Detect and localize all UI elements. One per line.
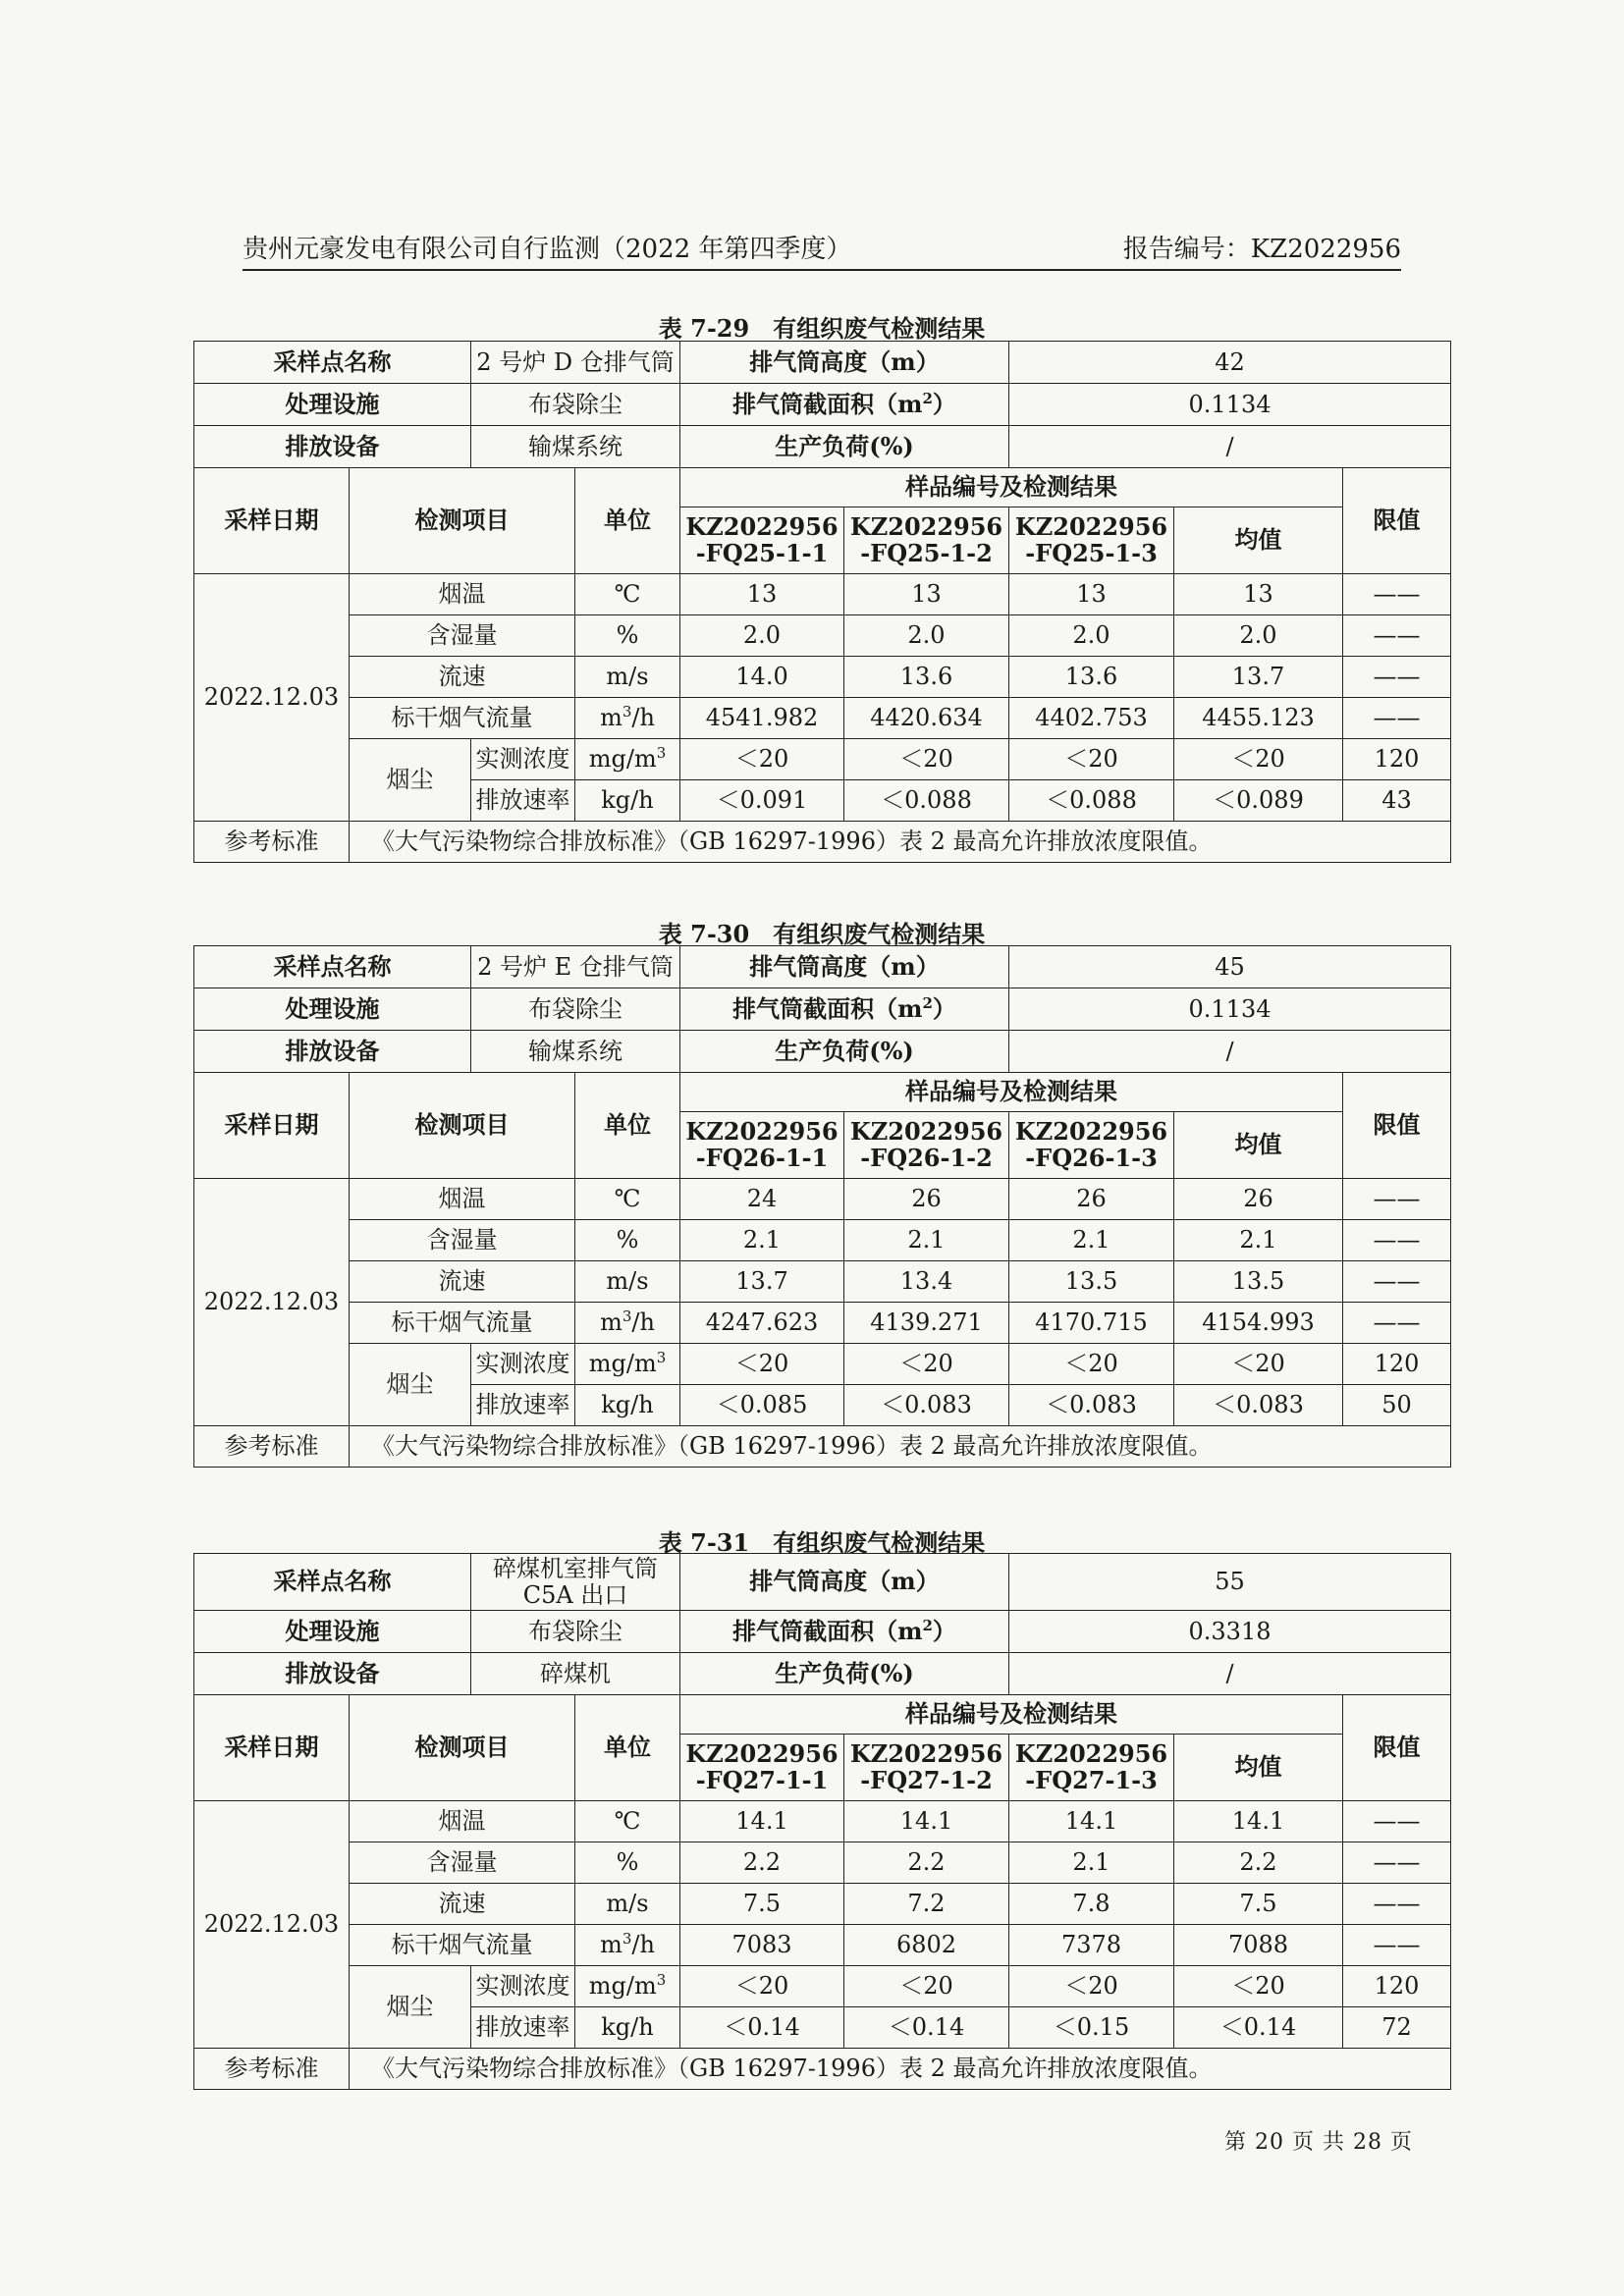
result-value: 2.2 (680, 1842, 844, 1884)
header-limit: 限值 (1343, 1073, 1451, 1179)
sample-id-header (680, 1112, 844, 1179)
result-value: 13.6 (1009, 657, 1174, 698)
unit-cell: % (575, 1220, 680, 1261)
label-discharge-equipment: 排放设备 (194, 1031, 471, 1073)
result-value: 14.1 (844, 1801, 1009, 1842)
unit-tail: /h (631, 1931, 655, 1959)
treatment-value: 布袋除尘 (471, 1611, 680, 1653)
stack-area-label-text: 排气筒截面积（m (732, 1616, 923, 1645)
item-name: 实测浓度 (471, 1344, 575, 1385)
label-treatment: 处理设施 (194, 988, 471, 1031)
unit-cell: ℃ (575, 574, 680, 615)
limit-value: —— (1343, 1925, 1451, 1966)
load-value: / (1009, 1653, 1451, 1695)
result-value: 24 (680, 1179, 844, 1220)
page-header (243, 228, 1401, 271)
unit-sup: 3 (656, 744, 667, 763)
header-date: 采样日期 (194, 1073, 350, 1179)
result-value: 14.1 (1009, 1801, 1174, 1842)
limit-value: 120 (1343, 1344, 1451, 1385)
result-value: 13 (680, 574, 844, 615)
result-value: 13.7 (680, 1261, 844, 1303)
label-treatment: 处理设施 (194, 1611, 471, 1653)
result-value: 13.6 (844, 657, 1009, 698)
limit-value: 50 (1343, 1385, 1451, 1426)
table-row (194, 1801, 1451, 1842)
unit-cell: kg/h (575, 780, 680, 822)
mean-value: 4154.993 (1174, 1303, 1343, 1344)
mean-value: ＜0.14 (1174, 2007, 1343, 2049)
label-sampling-point: 采样点名称 (194, 1554, 471, 1611)
sample-id-line1: KZ2022956 (1014, 1738, 1168, 1768)
sampling-point-value (471, 342, 680, 384)
result-value: 4541.982 (680, 698, 844, 739)
sample-id-line1: KZ2022956 (849, 1738, 1003, 1768)
result-value: ＜20 (680, 1344, 844, 1385)
table-row (194, 1966, 1451, 2007)
unit-base: m (600, 1308, 623, 1337)
result-value: 6802 (844, 1925, 1009, 1966)
label-sampling-point: 采样点名称 (194, 946, 471, 988)
result-value: 13.4 (844, 1261, 1009, 1303)
limit-value: —— (1343, 698, 1451, 739)
unit-base: mg/m (588, 745, 657, 774)
sample-id-line2: -FQ27-1-1 (695, 1765, 829, 1794)
sample-id-line2: -FQ26-1-2 (860, 1143, 993, 1172)
unit-cell (575, 698, 680, 739)
discharge-equipment-value: 输煤系统 (471, 426, 680, 468)
header-limit: 限值 (1343, 1695, 1451, 1801)
table-row (194, 1884, 1451, 1925)
table-row (194, 1220, 1451, 1261)
result-value: ＜0.088 (844, 780, 1009, 822)
sample-id-header (680, 1735, 844, 1801)
dust-group-label: 烟尘 (350, 739, 471, 822)
item-name: 烟温 (350, 1179, 575, 1220)
result-value: ＜0.088 (1009, 780, 1174, 822)
sampling-date: 2022.12.03 (194, 574, 350, 822)
label-discharge-equipment: 排放设备 (194, 1653, 471, 1695)
unit-base: mg/m (588, 1350, 657, 1378)
limit-value: 120 (1343, 1966, 1451, 2007)
result-value: ＜20 (844, 739, 1009, 780)
result-value: 26 (844, 1179, 1009, 1220)
header-item: 检测项目 (350, 468, 575, 574)
unit-cell (575, 1966, 680, 2007)
stack-area-value: 0.1134 (1009, 384, 1451, 426)
unit-cell (575, 739, 680, 780)
table-row (194, 1344, 1451, 1385)
mean-value: 13 (1174, 574, 1343, 615)
result-value: 13 (844, 574, 1009, 615)
unit-sup: 3 (622, 1930, 632, 1949)
sample-id-header (844, 1735, 1009, 1801)
result-value: 4420.634 (844, 698, 1009, 739)
item-name: 含湿量 (350, 1220, 575, 1261)
result-value: 7378 (1009, 1925, 1174, 1966)
mean-value: 7088 (1174, 1925, 1343, 1966)
result-value: 13.5 (1009, 1261, 1174, 1303)
result-value: 14.1 (680, 1801, 844, 1842)
sample-id-header (844, 1112, 1009, 1179)
table-caption: 表 7-30 有组织废气检测结果 (658, 920, 986, 948)
table-row (194, 1303, 1451, 1344)
item-name: 标干烟气流量 (350, 1303, 575, 1344)
limit-value: —— (1343, 1303, 1451, 1344)
result-value: 14.0 (680, 657, 844, 698)
sampling-point-line1: 2 号炉 E 仓排气筒 (477, 952, 674, 981)
header-unit: 单位 (575, 1073, 680, 1179)
table-row (194, 657, 1451, 698)
result-value: ＜20 (844, 1966, 1009, 2007)
sample-id-line1: KZ2022956 (849, 1116, 1003, 1146)
label-discharge-equipment: 排放设备 (194, 426, 471, 468)
sample-id-line2: -FQ26-1-1 (695, 1143, 829, 1172)
result-value: ＜0.14 (680, 2007, 844, 2049)
table-row (194, 1179, 1451, 1220)
item-name: 标干烟气流量 (350, 1925, 575, 1966)
result-value: 2.0 (1009, 615, 1174, 657)
unit-cell (575, 1925, 680, 1966)
load-value: / (1009, 426, 1451, 468)
result-value: ＜20 (680, 1966, 844, 2007)
result-value: 2.1 (1009, 1842, 1174, 1884)
label-stack-area (680, 1611, 1009, 1653)
result-value: ＜20 (1009, 739, 1174, 780)
limit-value: —— (1343, 1220, 1451, 1261)
sample-id-line2: -FQ26-1-3 (1025, 1143, 1158, 1172)
result-value: 4170.715 (1009, 1303, 1174, 1344)
result-value: ＜0.15 (1009, 2007, 1174, 2049)
ref-standard: 《大气污染物综合排放标准》（GB 16297-1996）表 2 最高允许排放浓度限值。 (350, 2049, 1451, 2090)
result-value: 7083 (680, 1925, 844, 1966)
limit-value: 43 (1343, 780, 1451, 822)
ref-label: 参考标准 (194, 822, 350, 863)
table-row (194, 615, 1451, 657)
label-load: 生产负荷(%) (680, 426, 1009, 468)
limit-value: —— (1343, 1884, 1451, 1925)
result-value: ＜0.091 (680, 780, 844, 822)
sampling-date: 2022.12.03 (194, 1801, 350, 2049)
result-value: 4402.753 (1009, 698, 1174, 739)
limit-value: —— (1343, 1261, 1451, 1303)
unit-cell: m/s (575, 657, 680, 698)
result-value: 2.0 (844, 615, 1009, 657)
report-number: 报告编号：KZ2022956 (1122, 235, 1401, 264)
limit-value: —— (1343, 1842, 1451, 1884)
stack-area-value: 0.3318 (1009, 1611, 1451, 1653)
dust-group-label: 烟尘 (350, 1966, 471, 2049)
table-row (194, 1842, 1451, 1884)
report-title: 贵州元豪发电有限公司自行监测（2022 年第四季度） (243, 235, 852, 264)
result-value: 2.1 (1009, 1220, 1174, 1261)
mean-value: 2.0 (1174, 615, 1343, 657)
unit-cell: kg/h (575, 1385, 680, 1426)
sampling-point-line1: 碎煤机室排气筒 (493, 1554, 658, 1582)
label-sampling-point: 采样点名称 (194, 342, 471, 384)
table-row (194, 574, 1451, 615)
mean-value: ＜20 (1174, 1966, 1343, 2007)
limit-value: —— (1343, 615, 1451, 657)
result-value: 2.0 (680, 615, 844, 657)
table-row (194, 739, 1451, 780)
mean-value: 26 (1174, 1179, 1343, 1220)
mean-value: ＜0.083 (1174, 1385, 1343, 1426)
item-name: 含湿量 (350, 1842, 575, 1884)
limit-value: —— (1343, 657, 1451, 698)
sample-id-line2: -FQ25-1-1 (695, 538, 829, 567)
unit-cell: % (575, 1842, 680, 1884)
mean-value: 2.2 (1174, 1842, 1343, 1884)
stack-area-sup: 2 (922, 993, 933, 1012)
unit-cell: ℃ (575, 1801, 680, 1842)
page-number: 第 20 页 共 28 页 (1224, 2130, 1413, 2155)
result-value: ＜20 (1009, 1344, 1174, 1385)
result-value: ＜20 (1009, 1966, 1174, 2007)
stack-area-label-suffix: ） (932, 993, 956, 1023)
sample-id-line1: KZ2022956 (1014, 1116, 1168, 1146)
table-row (194, 1925, 1451, 1966)
load-value: / (1009, 1031, 1451, 1073)
table-caption: 表 7-31 有组织废气检测结果 (658, 1528, 986, 1557)
unit-sup: 3 (656, 1971, 667, 1990)
result-value: 7.2 (844, 1884, 1009, 1925)
sample-id-line2: -FQ27-1-3 (1025, 1765, 1158, 1794)
header-results: 样品编号及检测结果 (680, 468, 1343, 507)
stack-area-label-text: 排气筒截面积（m (732, 389, 923, 418)
unit-tail: /h (631, 704, 655, 732)
result-value: 4247.623 (680, 1303, 844, 1344)
sampling-point-line1: 2 号炉 D 仓排气筒 (476, 347, 675, 376)
item-name: 流速 (350, 657, 575, 698)
ref-label: 参考标准 (194, 1426, 350, 1468)
label-stack-height: 排气筒高度（m） (680, 946, 1009, 988)
sample-id-header (680, 507, 844, 574)
sample-id-line1: KZ2022956 (685, 1116, 839, 1146)
unit-cell (575, 1303, 680, 1344)
table-caption: 表 7-29 有组织废气检测结果 (658, 314, 986, 343)
header-unit: 单位 (575, 468, 680, 574)
exhaust-gas-result-table (193, 341, 1451, 863)
result-value: ＜0.083 (1009, 1385, 1174, 1426)
stack-area-label-suffix: ） (932, 389, 956, 418)
stack-area-label-suffix: ） (932, 1616, 956, 1645)
result-value: 2.1 (680, 1220, 844, 1261)
exhaust-gas-result-table (193, 945, 1451, 1468)
unit-sup: 3 (622, 1308, 632, 1326)
result-value: 7.8 (1009, 1884, 1174, 1925)
result-value: 26 (1009, 1179, 1174, 1220)
mean-value: ＜0.089 (1174, 780, 1343, 822)
header-mean: 均值 (1174, 507, 1343, 574)
item-name: 排放速率 (471, 2007, 575, 2049)
sample-id-header (1009, 1112, 1174, 1179)
mean-value: 13.7 (1174, 657, 1343, 698)
mean-value: 7.5 (1174, 1884, 1343, 1925)
mean-value: 13.5 (1174, 1261, 1343, 1303)
stack-area-label-text: 排气筒截面积（m (732, 993, 923, 1023)
result-value: 2.1 (844, 1220, 1009, 1261)
result-value: 7.5 (680, 1884, 844, 1925)
header-limit: 限值 (1343, 468, 1451, 574)
unit-base: m (600, 704, 623, 732)
unit-cell: kg/h (575, 2007, 680, 2049)
result-value: ＜0.085 (680, 1385, 844, 1426)
header-item: 检测项目 (350, 1695, 575, 1801)
result-value: ＜20 (844, 1344, 1009, 1385)
header-mean: 均值 (1174, 1112, 1343, 1179)
label-load: 生产负荷(%) (680, 1031, 1009, 1073)
limit-value: 120 (1343, 739, 1451, 780)
label-stack-height: 排气筒高度（m） (680, 342, 1009, 384)
stack-area-sup: 2 (922, 1616, 933, 1634)
unit-base: m (600, 1931, 623, 1959)
sample-id-header (844, 507, 1009, 574)
header-results: 样品编号及检测结果 (680, 1073, 1343, 1112)
sampling-point-line2: C5A 出口 (522, 1580, 628, 1609)
header-results: 样品编号及检测结果 (680, 1695, 1343, 1735)
table-row (194, 698, 1451, 739)
sample-id-line1: KZ2022956 (849, 511, 1003, 541)
result-value: ＜20 (680, 739, 844, 780)
unit-tail: /h (631, 1308, 655, 1337)
discharge-equipment-value: 输煤系统 (471, 1031, 680, 1073)
ref-standard: 《大气污染物综合排放标准》（GB 16297-1996）表 2 最高允许排放浓度限值。 (350, 822, 1451, 863)
unit-cell: % (575, 615, 680, 657)
unit-base: mg/m (588, 1972, 657, 2001)
sample-id-line2: -FQ27-1-2 (860, 1765, 993, 1794)
stack-height-value: 42 (1009, 342, 1451, 384)
unit-sup: 3 (656, 1349, 667, 1367)
sample-id-header (1009, 507, 1174, 574)
unit-cell: m/s (575, 1261, 680, 1303)
limit-value: —— (1343, 1801, 1451, 1842)
item-name: 实测浓度 (471, 739, 575, 780)
header-unit: 单位 (575, 1695, 680, 1801)
result-value: ＜0.14 (844, 2007, 1009, 2049)
limit-value: —— (1343, 1179, 1451, 1220)
item-name: 实测浓度 (471, 1966, 575, 2007)
label-load: 生产负荷(%) (680, 1653, 1009, 1695)
item-name: 烟温 (350, 574, 575, 615)
ref-standard: 《大气污染物综合排放标准》（GB 16297-1996）表 2 最高允许排放浓度限值。 (350, 1426, 1451, 1468)
item-name: 烟温 (350, 1801, 575, 1842)
label-stack-area (680, 384, 1009, 426)
result-value: 4139.271 (844, 1303, 1009, 1344)
header-date: 采样日期 (194, 468, 350, 574)
sample-id-line2: -FQ25-1-2 (860, 538, 993, 567)
treatment-value: 布袋除尘 (471, 384, 680, 426)
sample-id-line1: KZ2022956 (1014, 511, 1168, 541)
mean-value: ＜20 (1174, 739, 1343, 780)
ref-label: 参考标准 (194, 2049, 350, 2090)
sampling-date: 2022.12.03 (194, 1179, 350, 1426)
sample-id-header (1009, 1735, 1174, 1801)
table-row (194, 1261, 1451, 1303)
item-name: 流速 (350, 1261, 575, 1303)
mean-value: 4455.123 (1174, 698, 1343, 739)
label-treatment: 处理设施 (194, 384, 471, 426)
result-value: 13 (1009, 574, 1174, 615)
item-name: 含湿量 (350, 615, 575, 657)
unit-cell: ℃ (575, 1179, 680, 1220)
header-mean: 均值 (1174, 1735, 1343, 1801)
discharge-equipment-value: 碎煤机 (471, 1653, 680, 1695)
item-name: 排放速率 (471, 1385, 575, 1426)
label-stack-area (680, 988, 1009, 1031)
sampling-point-value (471, 1554, 680, 1611)
label-stack-height: 排气筒高度（m） (680, 1554, 1009, 1611)
item-name: 流速 (350, 1884, 575, 1925)
sampling-point-value (471, 946, 680, 988)
stack-area-sup: 2 (922, 389, 933, 407)
sample-id-line2: -FQ25-1-3 (1025, 538, 1158, 567)
sample-id-line1: KZ2022956 (685, 1738, 839, 1768)
limit-value: —— (1343, 574, 1451, 615)
header-item: 检测项目 (350, 1073, 575, 1179)
header-date: 采样日期 (194, 1695, 350, 1801)
stack-area-value: 0.1134 (1009, 988, 1451, 1031)
stack-height-value: 45 (1009, 946, 1451, 988)
treatment-value: 布袋除尘 (471, 988, 680, 1031)
item-name: 标干烟气流量 (350, 698, 575, 739)
limit-value: 72 (1343, 2007, 1451, 2049)
stack-height-value: 55 (1009, 1554, 1451, 1611)
sample-id-line1: KZ2022956 (685, 511, 839, 541)
result-value: ＜0.083 (844, 1385, 1009, 1426)
unit-cell (575, 1344, 680, 1385)
mean-value: ＜20 (1174, 1344, 1343, 1385)
dust-group-label: 烟尘 (350, 1344, 471, 1426)
item-name: 排放速率 (471, 780, 575, 822)
exhaust-gas-result-table (193, 1553, 1451, 2090)
unit-sup: 3 (622, 703, 632, 721)
mean-value: 2.1 (1174, 1220, 1343, 1261)
mean-value: 14.1 (1174, 1801, 1343, 1842)
result-value: 2.2 (844, 1842, 1009, 1884)
unit-cell: m/s (575, 1884, 680, 1925)
